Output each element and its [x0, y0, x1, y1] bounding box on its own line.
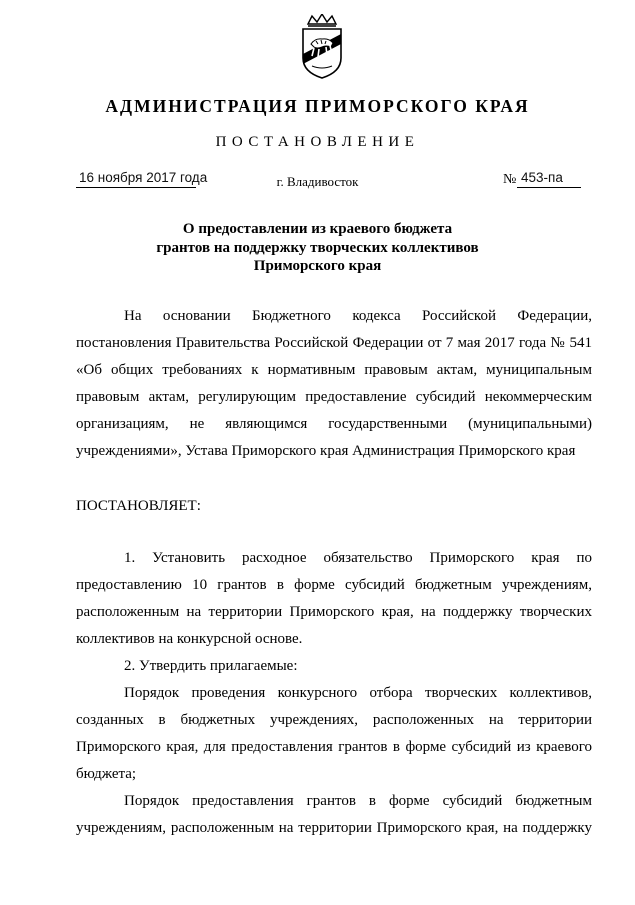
text-line: созданных в бюджетных учреждениях, расположенных на территории: [76, 712, 592, 728]
document-date: 16 ноября 2017 года: [79, 170, 208, 185]
subject-line: грантов на поддержку творческих коллективов: [156, 239, 479, 256]
organization-title: АДМИНИСТРАЦИЯ ПРИМОРСКОГО КРАЯ: [105, 96, 530, 116]
text-line: постановления Правительства Российской Федерации от 7 мая 2017 года № 541: [76, 335, 592, 351]
document-city: г. Владивосток: [276, 174, 359, 189]
text-line: 1. Установить расходное обязательство Приморского края по: [124, 550, 592, 566]
resolves-heading: [76, 493, 592, 520]
document-number: 453-па: [521, 170, 563, 185]
coat-of-arms-icon: [298, 14, 346, 80]
text-line: правовым актам, регулирующим предоставление субсидий некоммерческим: [76, 389, 592, 405]
text-line: бюджета;: [76, 766, 137, 782]
text-line: Порядок предоставления грантов в форме субсидий бюджетным: [124, 793, 592, 809]
text-line: 2. Утвердить прилагаемые:: [124, 658, 298, 674]
text-line: Порядок проведения конкурсного отбора творческих коллективов,: [124, 685, 592, 701]
resolution-items: [76, 545, 592, 842]
preamble-paragraph: [76, 303, 592, 465]
text-line: «Об общих требованиях к нормативным правовым актам, муниципальным: [76, 362, 592, 378]
text-line: учреждениям, расположенным на территории Приморского края, на поддержку: [76, 820, 592, 836]
number-sign: №: [503, 172, 517, 187]
subject-line: Приморского края: [253, 258, 382, 274]
text-line: коллективов на конкурсной основе.: [76, 631, 303, 647]
text-line: ПОСТАНОВЛЯЕТ:: [76, 498, 201, 514]
document-type: ПОСТАНОВЛЕНИЕ: [215, 134, 420, 150]
text-line: Приморского края, для предоставления грантов в форме субсидий из краевого: [76, 739, 592, 755]
text-line: организациям, не являющимся государственными (муниципальными): [76, 416, 592, 432]
document-subject: [80, 220, 555, 276]
text-line: На основании Бюджетного кодекса Российской Федерации,: [124, 308, 592, 324]
text-line: учреждениями», Устава Приморского края Администрация Приморского края: [76, 443, 576, 459]
subject-line: О предоставлении из краевого бюджета: [182, 221, 453, 237]
text-line: расположенным на территории Приморского края, на поддержку творческих: [76, 604, 592, 620]
text-line: предоставлению 10 грантов в форме субсидий бюджетным учреждениям,: [76, 577, 592, 593]
number-underline: [517, 187, 581, 188]
